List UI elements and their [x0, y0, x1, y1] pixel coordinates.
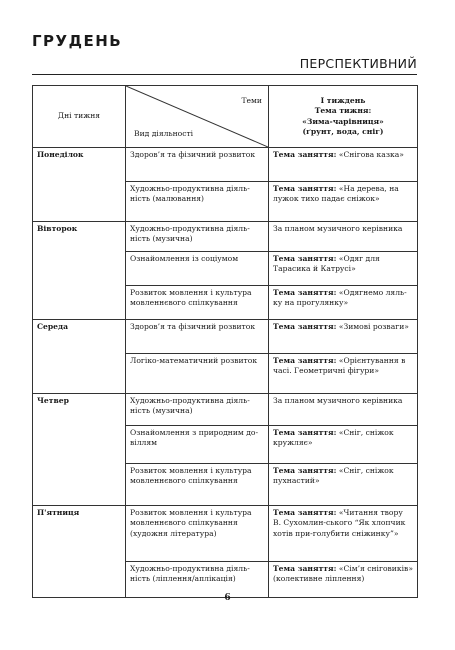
header-week-theme-label: Тема тижня:: [314, 106, 372, 116]
topic-text: «Сніг, сніжок кружляє»: [273, 428, 394, 448]
header-week-num: I тиждень: [320, 96, 366, 105]
topic-text: «Сім’я сніговиків» (колективне ліплення): [273, 564, 413, 584]
topic-cell: За планом музичного керівника: [269, 394, 418, 426]
topic-text: «Снігова казка»: [338, 150, 404, 159]
day-wednesday: Середа: [33, 320, 126, 394]
topic-cell: [269, 182, 418, 222]
day-friday: П'ятниця: [33, 506, 126, 598]
table-row: [33, 320, 418, 354]
activity-cell: Художньо-продуктивна діяль-ність (малювання): [126, 182, 269, 222]
activity-cell: Розвиток мовлення і культура мовленнєвого спілкування (художня література): [126, 506, 269, 562]
activity-cell: Здоров’я та фізичний розвиток: [126, 320, 269, 354]
topic-cell: [269, 426, 418, 464]
topic-cell: [269, 354, 418, 394]
topic-label: Тема заняття:: [273, 508, 337, 517]
topic-text: «Орієнтування в часі. Геометричні фігури»: [273, 356, 406, 376]
topic-cell: [269, 148, 418, 182]
table-row: [33, 148, 418, 182]
header-week: [269, 86, 418, 148]
topic-label: Тема заняття:: [273, 288, 337, 297]
table-header-row: [33, 86, 418, 148]
table-row: [33, 222, 418, 252]
topic-cell: [269, 286, 418, 320]
activity-cell: Художньо-продуктивна діяль-ність (музична): [126, 222, 269, 252]
header-days: Дні тижня: [33, 86, 126, 148]
topic-label: Тема заняття:: [273, 428, 337, 437]
day-thursday: Четвер: [33, 394, 126, 506]
activity-cell: Художньо-продуктивна діяль-ність (музична): [126, 394, 269, 426]
header-week-theme: «Зима-чарівниця»: [302, 116, 384, 126]
header-activity: Вид діяльності: [134, 128, 194, 138]
header-week-theme-note: (ґрунт, вода, сніг): [302, 126, 384, 136]
plan-subtitle: ПЕРСПЕКТИВНИЙ: [299, 56, 417, 71]
topic-cell: [269, 464, 418, 506]
activity-cell: Розвиток мовлення і культура мовленнєвого спілкування: [126, 464, 269, 506]
topic-text: «Одяг для Тарасика й Катрусі»: [273, 254, 380, 274]
table-row: [33, 506, 418, 562]
topic-cell: [269, 320, 418, 354]
activity-cell: Ознайомлення із соціумом: [126, 252, 269, 286]
topic-label: Тема заняття:: [273, 184, 337, 193]
topic-text: «На дерева, на лужок тихо падає сніжок»: [273, 184, 399, 204]
topic-label: Тема заняття:: [273, 322, 337, 331]
title-rule: [32, 74, 417, 75]
topic-label: Тема заняття:: [273, 254, 337, 263]
activity-cell: Здоров’я та фізичний розвиток: [126, 148, 269, 182]
header-diagonal-cell: [126, 86, 269, 148]
activity-cell: Розвиток мовлення і культура мовленнєвого спілкування: [126, 286, 269, 320]
topic-label: Тема заняття:: [273, 356, 337, 365]
topic-cell: За планом музичного керівника: [269, 222, 418, 252]
activity-cell: Ознайомлення з природним до-віллям: [126, 426, 269, 464]
day-monday: Понеділок: [33, 148, 126, 222]
topic-label: Тема заняття:: [273, 150, 337, 159]
activity-cell: Художньо-продуктивна діяль-ність (ліплення/аплікація): [126, 562, 269, 598]
activity-cell: Логіко-математичний розвиток: [126, 354, 269, 394]
day-tuesday: Вівторок: [33, 222, 126, 320]
page-number: 6: [224, 593, 231, 603]
topic-text: «Сніг, сніжок пухнастий»: [273, 466, 394, 486]
topic-text: «Читання твору В. Сухомлин-ського “Як хлопчик хотів при-голубити сніжинку”»: [273, 508, 406, 538]
month-title: ГРУДЕНЬ: [32, 32, 123, 50]
weekly-plan-table: [32, 85, 418, 598]
topic-label: Тема заняття:: [273, 466, 337, 475]
topic-cell: [269, 252, 418, 286]
topic-label: Тема заняття:: [273, 564, 337, 573]
topic-cell: [269, 506, 418, 562]
table-row: [33, 394, 418, 426]
topic-text: «Одягнемо ляль-ку на прогулянку»: [273, 288, 407, 308]
header-topics: Теми: [241, 96, 262, 105]
topic-text: «Зимові розваги»: [338, 322, 409, 331]
